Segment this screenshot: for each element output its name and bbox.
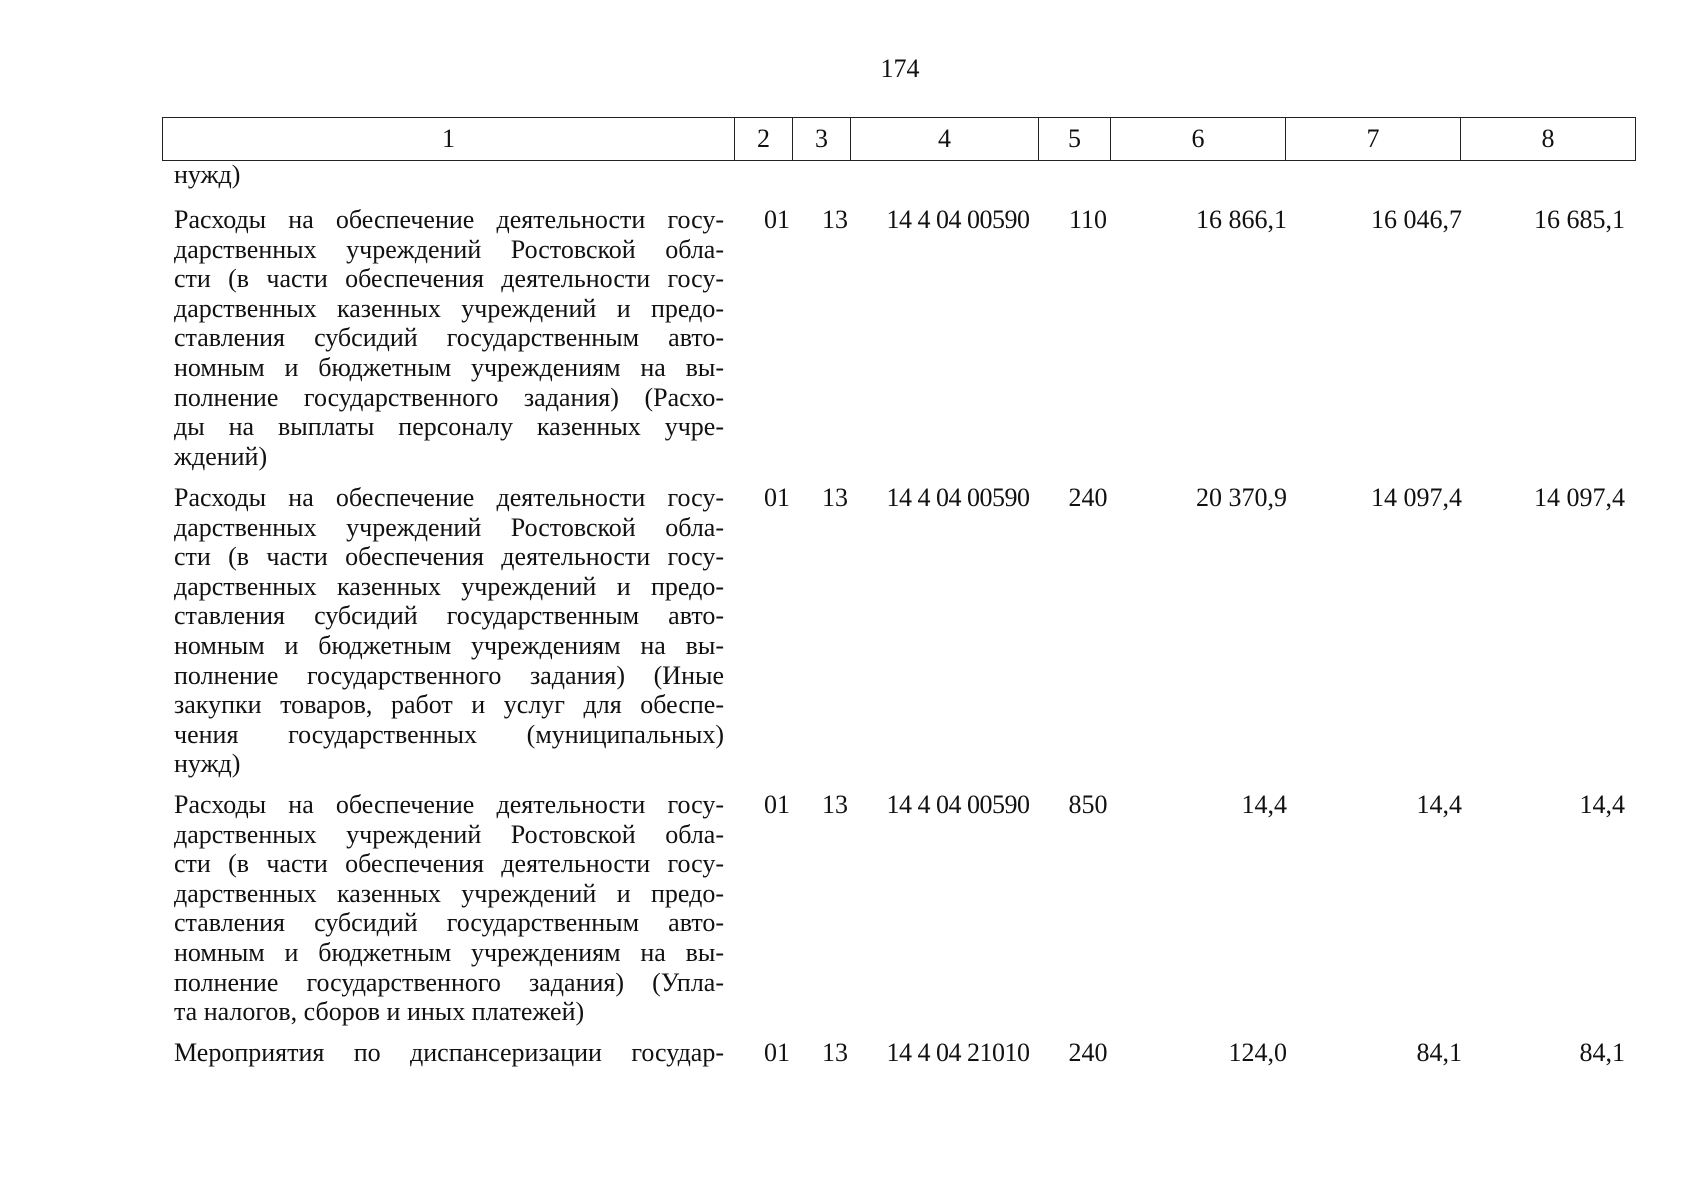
page-number: 174	[880, 54, 920, 83]
description-line: полнение государственного задания) (Упла-	[174, 967, 724, 997]
cell-amount-8: 16 685,1	[1534, 205, 1625, 234]
cell-amount-8: 84,1	[1579, 1038, 1625, 1067]
row-description	[174, 483, 724, 779]
description-line: Расходы на обеспечение деятельности госу-	[174, 790, 724, 819]
description-line: дарственных учреждений Ростовской обла-	[174, 512, 724, 542]
cell-amount-8: 14,4	[1579, 790, 1625, 819]
description-line: дарственных учреждений Ростовской обла-	[174, 234, 724, 264]
description-line: чения государственных (муниципальных)	[174, 719, 724, 749]
header-col-2: 2	[735, 118, 793, 161]
table-header	[162, 117, 1636, 161]
description-line: та налогов, сборов и иных платежей)	[174, 997, 585, 1027]
description-line: полнение государственного задания) (Иные	[174, 660, 724, 690]
description-line: сти (в части обеспечения деятельности госу-	[174, 849, 724, 879]
header-col-1: 1	[163, 118, 735, 161]
header-col-8: 8	[1461, 118, 1636, 161]
header-col-5: 5	[1039, 118, 1111, 161]
continuation-text: нужд)	[174, 160, 241, 189]
row-description	[174, 790, 724, 1027]
header-col-6: 6	[1111, 118, 1286, 161]
description-line: ставления субсидий государственным авто-	[174, 323, 724, 353]
cell-section: 01	[764, 790, 790, 819]
cell-amount-6: 20 370,9	[1196, 483, 1287, 512]
description-line: нужд)	[174, 749, 241, 779]
description-line: дарственных казенных учреждений и предо-	[174, 878, 724, 908]
cell-section: 01	[764, 1038, 790, 1067]
cell-target-article: 14 4 04 00590	[886, 790, 1030, 819]
cell-section: 01	[764, 483, 790, 512]
description-line: ставления субсидий государственным авто-	[174, 908, 724, 938]
description-line: номным и бюджетным учреждениям на вы-	[174, 937, 724, 967]
description-line: дарственных казенных учреждений и предо-	[174, 571, 724, 601]
cell-subsection: 13	[822, 483, 848, 512]
cell-amount-7: 84,1	[1416, 1038, 1462, 1067]
cell-section: 01	[764, 205, 790, 234]
cell-amount-6: 16 866,1	[1196, 205, 1287, 234]
cell-amount-6: 124,0	[1228, 1038, 1287, 1067]
description-line: Мероприятия по диспансеризации государ-	[174, 1038, 724, 1067]
cell-amount-6: 14,4	[1241, 790, 1287, 819]
description-line: дарственных казенных учреждений и предо-	[174, 293, 724, 323]
header-col-3: 3	[793, 118, 851, 161]
description-line: ставления субсидий государственным авто-	[174, 601, 724, 631]
description-line: ждений)	[174, 441, 268, 471]
description-line: дарственных учреждений Ростовской обла-	[174, 819, 724, 849]
header-col-4: 4	[851, 118, 1039, 161]
description-line: ды на выплаты персоналу казенных учре-	[174, 412, 724, 442]
cell-expense-type: 240	[1068, 483, 1108, 512]
description-line: сти (в части обеспечения деятельности госу-	[174, 542, 724, 572]
description-line: сти (в части обеспечения деятельности госу-	[174, 264, 724, 294]
row-description	[174, 1038, 724, 1068]
cell-expense-type: 110	[1068, 205, 1108, 234]
cell-subsection: 13	[822, 205, 848, 234]
cell-subsection: 13	[822, 1038, 848, 1067]
cell-target-article: 14 4 04 21010	[886, 1038, 1030, 1067]
cell-target-article: 14 4 04 00590	[886, 205, 1030, 234]
cell-expense-type: 850	[1068, 790, 1108, 819]
row-description	[174, 205, 724, 471]
description-line: полнение государственного задания) (Расхо-	[174, 382, 724, 412]
description-line: Расходы на обеспечение деятельности госу-	[174, 483, 724, 512]
description-line: номным и бюджетным учреждениям на вы-	[174, 630, 724, 660]
cell-amount-8: 14 097,4	[1534, 483, 1625, 512]
cell-amount-7: 14 097,4	[1371, 483, 1462, 512]
header-col-7: 7	[1286, 118, 1461, 161]
cell-target-article: 14 4 04 00590	[886, 483, 1030, 512]
description-line: номным и бюджетным учреждениям на вы-	[174, 352, 724, 382]
cell-amount-7: 16 046,7	[1371, 205, 1462, 234]
cell-subsection: 13	[822, 790, 848, 819]
description-line: Расходы на обеспечение деятельности госу-	[174, 205, 724, 234]
cell-amount-7: 14,4	[1416, 790, 1462, 819]
cell-expense-type: 240	[1068, 1038, 1108, 1067]
description-line: закупки товаров, работ и услуг для обеспе-	[174, 690, 724, 720]
